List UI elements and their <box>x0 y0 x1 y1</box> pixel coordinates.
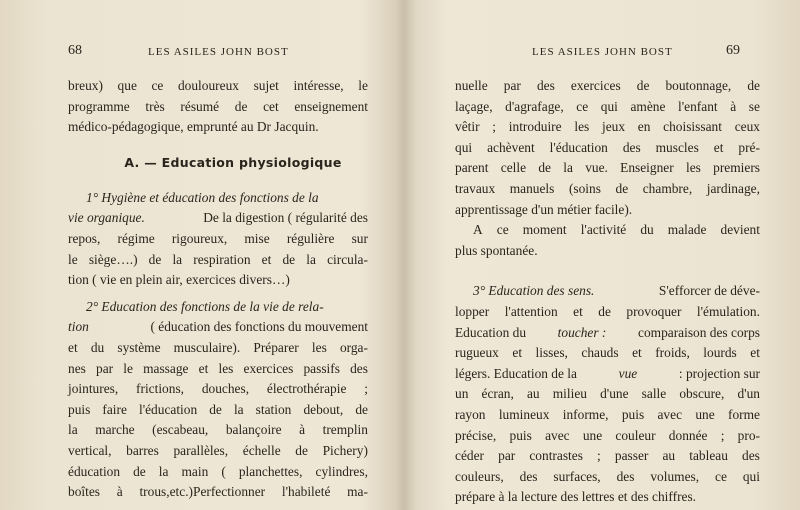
text-line <box>455 281 760 302</box>
text-line: éducation de la main ( planchettes, cylindres, <box>68 463 368 479</box>
text-line: A ce moment l'activité du malade devient <box>473 222 760 238</box>
text-line: et du système musculaire). Préparer les orga- <box>68 339 368 355</box>
text-line: breux) que ce douloureux sujet intéresse, le <box>68 78 368 93</box>
text-line: médico-pédagogique, emprunté au Dr Jacquin. <box>68 119 319 135</box>
left-body-text <box>68 76 368 503</box>
text-line: parent celle de la vue. Enseigner les premiers <box>455 160 760 176</box>
text-line <box>455 323 760 344</box>
right-body-text <box>455 76 760 508</box>
text-line: qui achèvent l'éducation des muscles et pré- <box>455 139 760 155</box>
text-line: jointures, frictions, douches, électrothérapie ; <box>68 381 368 397</box>
text-line: céder par contrastes ; passer au tableau des <box>455 448 760 464</box>
italic-label: vie organique. <box>68 210 145 226</box>
left-page-number: 68 <box>68 43 82 58</box>
text-run: S'efforcer de déve- <box>658 283 760 299</box>
text-line <box>68 317 368 338</box>
left-header-title: LES ASILES JOHN BOST <box>148 46 289 58</box>
right-header-title: LES ASILES JOHN BOST <box>532 46 673 58</box>
italic-word: vue <box>618 365 638 381</box>
text-run: ( éducation des fonctions du mouvement <box>150 319 368 335</box>
italic-label: tion <box>68 319 89 335</box>
text-line <box>68 297 368 318</box>
text-line: boîtes à trous,etc.)Perfectionner l'habileté ma- <box>68 484 368 500</box>
text-line: apprentissage d'un métier facile). <box>455 201 633 217</box>
italic-word: toucher : <box>557 324 607 340</box>
text-line <box>68 188 368 209</box>
italic-label: 3° Education des sens. <box>473 283 595 299</box>
text-line: rayon lumineux informe, puis avec une forme <box>455 406 760 422</box>
text-run: : projection sur <box>678 365 760 381</box>
text-line: repos, régime rigoureux, mise régulière sur <box>68 230 368 246</box>
text-line: lopper l'attention et de provoquer l'émulation. <box>455 303 760 319</box>
text-line: puis faire l'éducation de la station debout, de <box>68 401 368 417</box>
text-line: un écran, au milieu d'une salle obscure, d'un <box>455 386 760 402</box>
text-run: légers. Education de la <box>455 365 577 381</box>
text-run: De la digestion ( régularité des <box>203 210 368 226</box>
text-run: comparaison des corps <box>638 324 760 340</box>
text-line: prépare à la lecture des lettres et des chiffres. <box>455 489 697 505</box>
italic-label: 2° Education des fonctions de la vie de rela- <box>86 298 324 314</box>
section-heading: A. — Education physiologique <box>124 154 342 170</box>
text-line: laçage, d'agrafage, ce qui amène l'enfant à se <box>455 98 760 114</box>
text-line <box>68 208 368 229</box>
text-line: programme très résumé de cet enseignement <box>68 98 368 114</box>
text-line: vertical, barres parallèles, échelle de Pichery) <box>68 442 368 458</box>
italic-label: 1° Hygiène et éducation des fonctions de la <box>86 189 319 205</box>
text-line: plus spontanée. <box>455 242 538 258</box>
text-line: nuelle par des exercices de boutonnage, de <box>455 78 760 93</box>
text-line: le siège….) de la respiration et de la circula- <box>68 251 368 267</box>
right-page <box>400 0 800 510</box>
text-run: Education du <box>455 324 527 340</box>
right-page-number: 69 <box>726 43 740 58</box>
text-line: la marche (escabeau, balançoire à tremplin <box>68 422 368 438</box>
text-line: vêtir ; introduire les jeux en choisissant ceux <box>455 119 760 135</box>
text-line: rugueux et lisses, chauds et froids, lourds et <box>455 345 760 361</box>
text-line: travaux manuels (soins de chambre, jardinage, <box>455 180 760 196</box>
text-line: nes par le massage et les exercices passifs des <box>68 360 368 376</box>
text-line: précise, puis avec une couleur donnée ; pro- <box>455 427 760 443</box>
text-line <box>455 364 760 385</box>
text-line: couleurs, des surfaces, des volumes, ce qui <box>455 468 760 484</box>
text-line: tion ( vie en plein air, exercices divers…) <box>68 272 290 288</box>
